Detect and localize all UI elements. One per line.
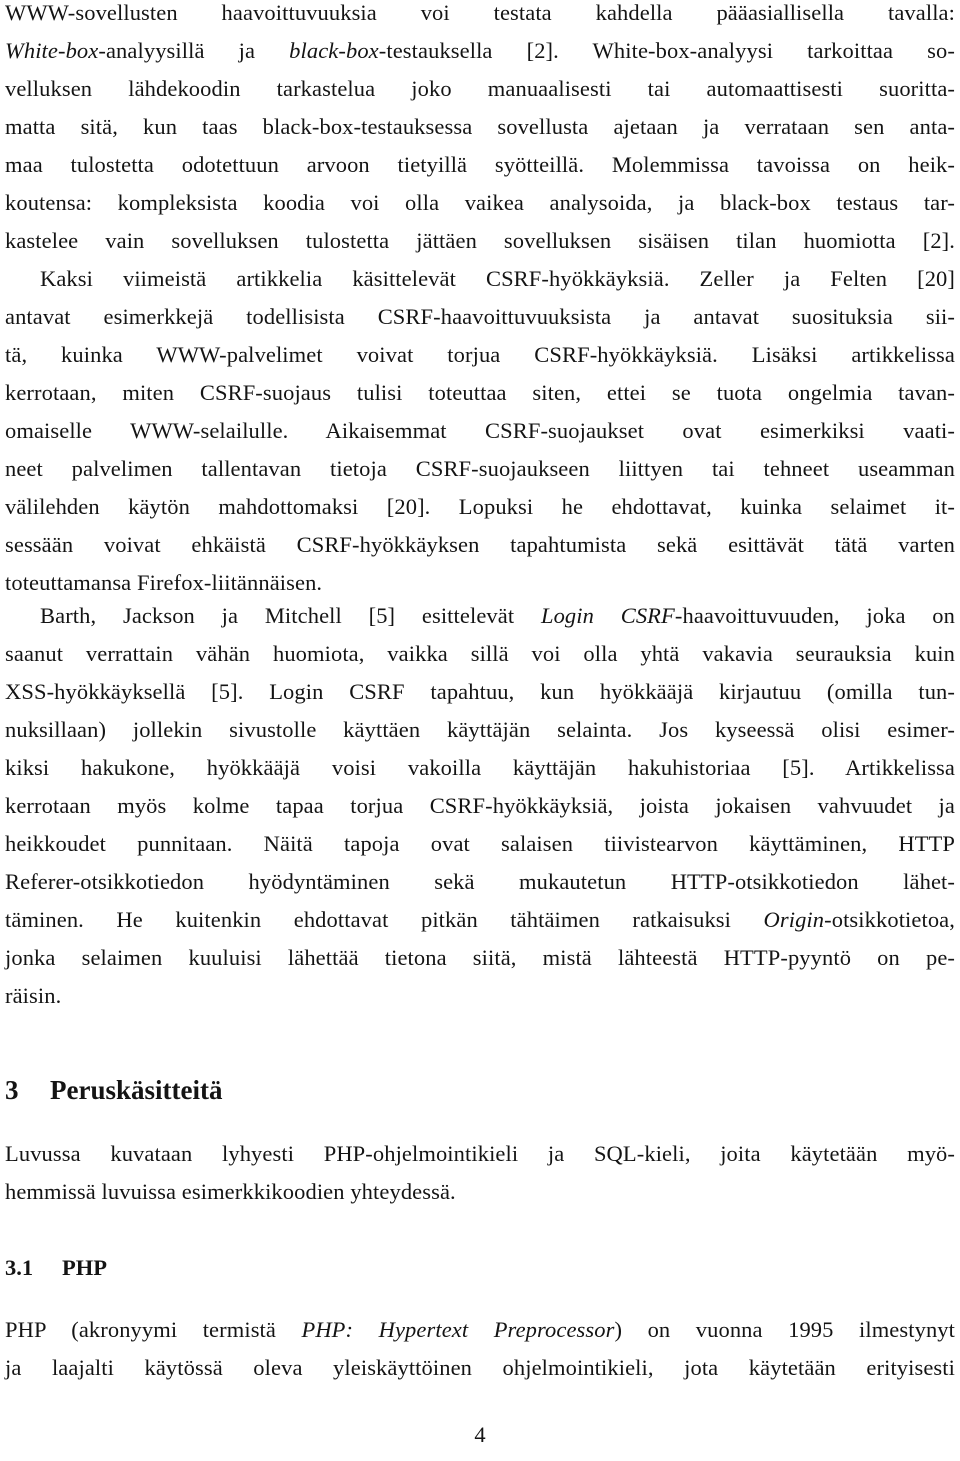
text-run: saanut verrattain vähän huomiota, vaikka sillä voi olla yhtä vakavia seurauksia kuin bbox=[5, 641, 955, 666]
text-line bbox=[5, 32, 955, 70]
text-line bbox=[5, 526, 955, 564]
subsection-number: 3.1 bbox=[5, 1255, 34, 1280]
text-line bbox=[5, 901, 955, 939]
text-run: neet palvelimen tallentavan tietoja CSRF-suojaukseen liittyen tai tehneet useamman bbox=[5, 456, 955, 481]
text-run: omaiselle WWW-selailulle. Aikaisemmat CSRF-suojaukset ovat esimerkiksi vaati- bbox=[5, 418, 955, 443]
text-line bbox=[5, 1173, 955, 1211]
text-line bbox=[5, 222, 955, 260]
text-run: velluksen lähdekoodin tarkastelua joko manuaalisesti tai automaattisesti suoritta- bbox=[5, 76, 955, 101]
text-line bbox=[5, 749, 955, 787]
text-line bbox=[5, 412, 955, 450]
text-run: Luvussa kuvataan lyhyesti PHP-ohjelmointikieli ja SQL-kieli, joita käytetään myö- bbox=[5, 1141, 955, 1166]
subsection-title: PHP bbox=[62, 1255, 107, 1280]
text-run: kastelee vain sovelluksen tulostetta jättäen sovelluksen sisäisen tilan huomiotta [2]. bbox=[5, 228, 955, 253]
text-line bbox=[40, 597, 955, 635]
text-run: -otsikkotietoa, bbox=[824, 907, 955, 932]
text-line bbox=[5, 298, 955, 336]
text-run: koutensa: kompleksista koodia voi olla vaikea analysoida, ja black-box testaus tar- bbox=[5, 190, 955, 215]
text-run: matta sitä, kun taas black-box-testauksessa sovellusta ajetaan ja verrataan sen anta- bbox=[5, 114, 955, 139]
text-line bbox=[5, 108, 955, 146]
text-run: tä, kuinka WWW-palvelimet voivat torjua CSRF-hyökkäyksiä. Lisäksi artikkelissa bbox=[5, 342, 955, 367]
text-line bbox=[5, 1311, 955, 1349]
text-line bbox=[5, 977, 955, 1015]
text-run: XSS-hyökkäyksellä [5]. Login CSRF tapahtuu, kun hyökkääjä kirjautuu (omilla tun- bbox=[5, 679, 955, 704]
text-run: PHP (akronyymi termistä bbox=[5, 1317, 302, 1342]
text-run: maa tulostetta odotettuun arvoon tietyillä syötteillä. Molemmissa tavoissa on heik- bbox=[5, 152, 955, 177]
text-run: jonka selaimen kuuluisi lähettää tietona siitä, mistä lähteestä HTTP-pyyntö on pe- bbox=[5, 945, 955, 970]
text-run: -analyysillä ja bbox=[98, 38, 290, 63]
text-line bbox=[40, 260, 955, 298]
text-run: Barth, Jackson ja Mitchell [5] esittelevät bbox=[40, 603, 541, 628]
section-number: 3 bbox=[5, 1075, 19, 1105]
text-run: kerrotaan, miten CSRF-suojaus tulisi toteuttaa siten, ettei se tuota ongelmia tavan- bbox=[5, 380, 955, 405]
text-line bbox=[5, 146, 955, 184]
italic-term: Login CSRF bbox=[540, 603, 675, 628]
text-run: Referer-otsikkotiedon hyödyntäminen sekä mukautetun HTTP-otsikkotiedon lähet- bbox=[5, 869, 955, 894]
italic-term: Origin bbox=[763, 907, 825, 932]
text-line bbox=[5, 184, 955, 222]
section-title: Peruskäsitteitä bbox=[50, 1075, 223, 1105]
text-run: hemmissä luvuissa esimerkkikoodien yhteydessä. bbox=[5, 1179, 456, 1204]
text-run: täminen. He kuitenkin ehdottavat pitkän tähtäimen ratkaisuksi bbox=[5, 907, 764, 932]
italic-term: PHP: Hypertext Preprocessor bbox=[301, 1317, 615, 1342]
text-run: ) on vuonna 1995 ilmestynyt bbox=[614, 1317, 955, 1342]
text-line bbox=[5, 825, 955, 863]
text-run: nuksillaan) jollekin sivustolle käyttäen käyttäjän selainta. Jos kyseessä olisi esimer- bbox=[5, 717, 955, 742]
text-run: -haavoittuvuuden, joka on bbox=[674, 603, 955, 628]
text-run: WWW-sovellusten haavoittuvuuksia voi testata kahdella pääasiallisella tavalla: bbox=[5, 0, 955, 25]
italic-term: black-box bbox=[289, 38, 379, 63]
text-run: -testauksella [2]. White-box-analyysi tarkoittaa so- bbox=[378, 38, 955, 63]
text-line bbox=[5, 1349, 955, 1387]
text-run: kiksi hakukone, hyökkääjä voisi vakoilla käyttäjän hakuhistoriaa [5]. Artikkelissa bbox=[5, 755, 955, 780]
page-number: 4 bbox=[474, 1422, 486, 1447]
text-run: välilehden käytön mahdottomaksi [20]. Lopuksi he ehdottavat, kuinka selaimet it- bbox=[5, 494, 955, 519]
text-run: toteuttamansa Firefox-liitännäisen. bbox=[5, 570, 323, 595]
text-line bbox=[5, 374, 955, 412]
text-run: kerrotaan myös kolme tapaa torjua CSRF-hyökkäyksiä, joista jokaisen vahvuudet ja bbox=[5, 793, 955, 818]
text-line bbox=[5, 711, 955, 749]
text-line bbox=[5, 673, 955, 711]
italic-term: White-box bbox=[5, 38, 99, 63]
text-run: heikkoudet punnitaan. Näitä tapoja ovat salaisen tiivistearvon käyttäminen, HTTP bbox=[5, 831, 955, 856]
text-line bbox=[5, 1135, 955, 1173]
text-line bbox=[5, 787, 955, 825]
text-run: ja laajalti käytössä oleva yleiskäyttöinen ohjelmointikieli, jota käytetään erityisesti bbox=[5, 1355, 955, 1380]
text-line bbox=[5, 336, 955, 374]
text-line bbox=[5, 488, 955, 526]
text-run: sessään voivat ehkäistä CSRF-hyökkäyksen tapahtumista sekä esittävät tätä varten bbox=[5, 532, 955, 557]
text-line bbox=[5, 939, 955, 977]
text-line bbox=[5, 70, 955, 108]
text-run: räisin. bbox=[5, 983, 62, 1008]
subsection-heading-3-1 bbox=[5, 1250, 107, 1286]
text-run: antavat esimerkkejä todellisista CSRF-haavoittuvuuksista ja antavat suosituksia sii- bbox=[5, 304, 955, 329]
text-line bbox=[5, 863, 955, 901]
text-line bbox=[5, 635, 955, 673]
text-line bbox=[5, 450, 955, 488]
text-run: Kaksi viimeistä artikkelia käsittelevät CSRF-hyökkäyksiä. Zeller ja Felten [20] bbox=[40, 266, 955, 291]
section-heading-3 bbox=[5, 1070, 222, 1110]
text-line bbox=[5, 0, 955, 32]
